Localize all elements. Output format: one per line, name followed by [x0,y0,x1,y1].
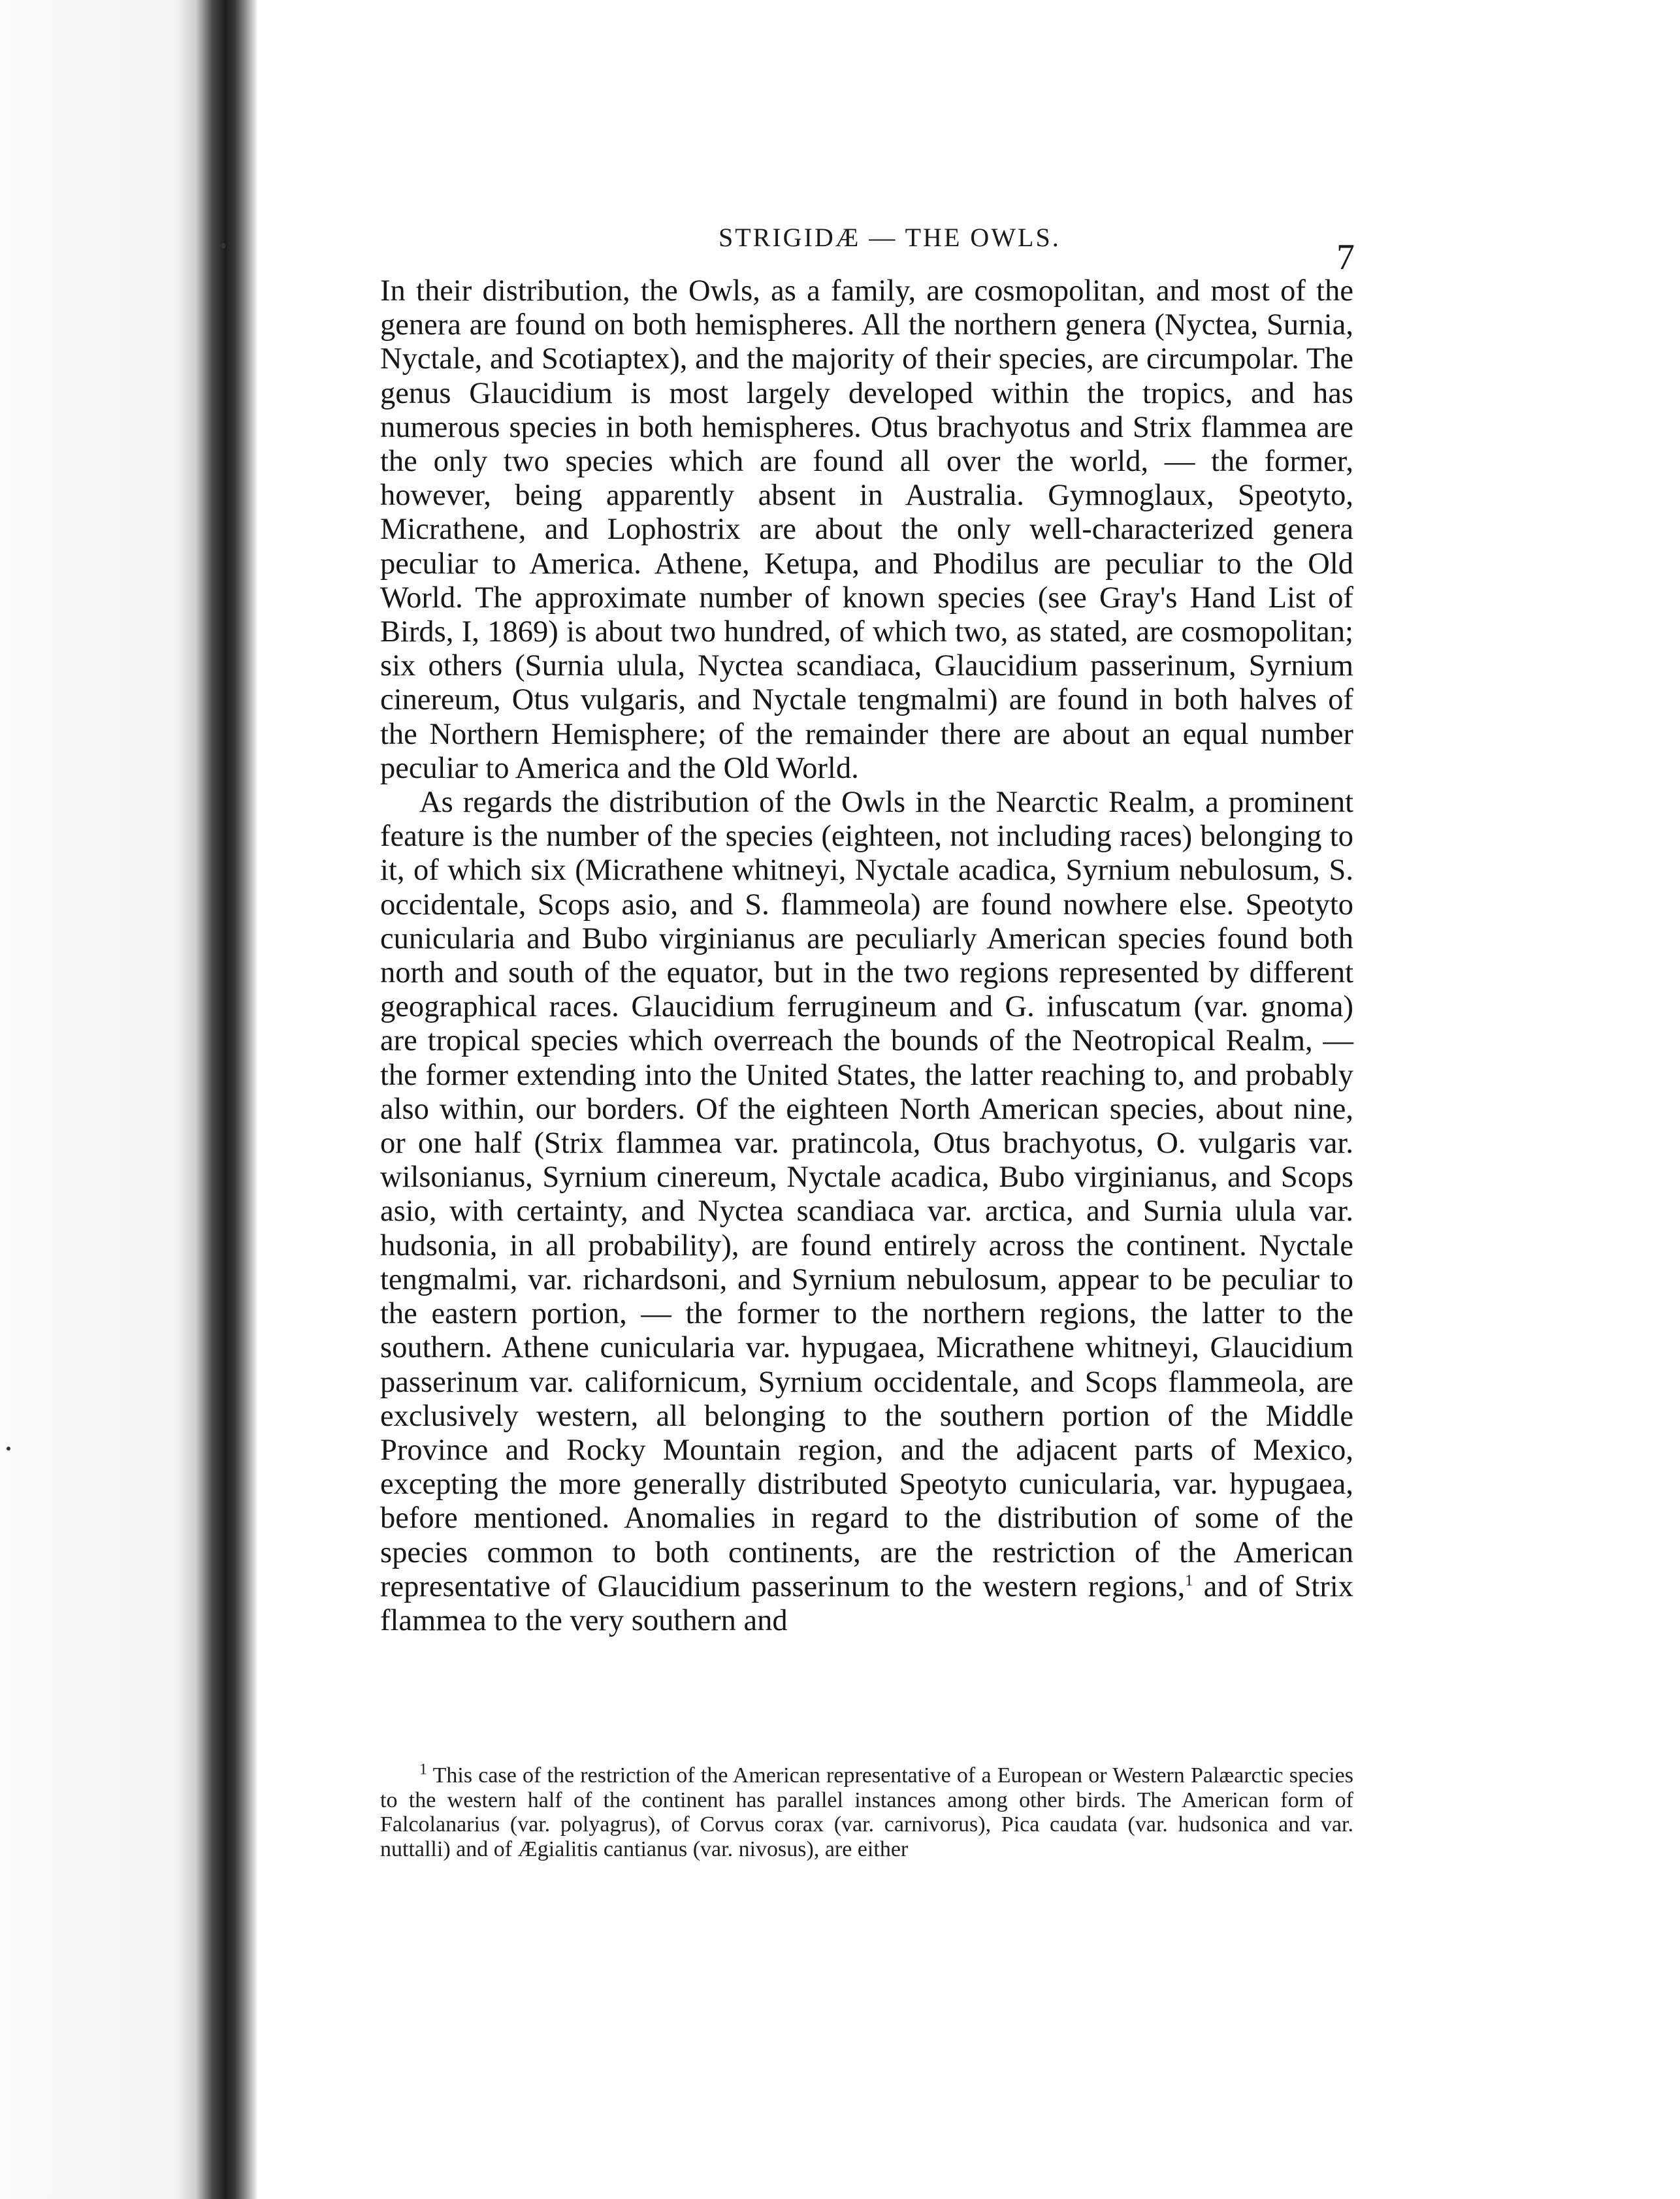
book-gutter-shadow [0,0,258,2199]
margin-speck [221,243,225,249]
running-head: STRIGIDÆ — THE OWLS. [719,223,1061,252]
footnote-marker: 1 [419,1761,427,1778]
paragraph-2-end: and of Strix flammea to the very southern and [380,1569,1354,1637]
footnote-reference: 1 [1185,1572,1193,1590]
footnote-text: This case of the restriction of the American representative of a European or Western Palæarctic species to the western half of the continent has parallel instances among other birds. The American form of Falcolanarius (var. polyagrus), of Corvus corax (var. carnivorus), Pica caudata (var. hudsonica and var. nuttalli) and of Ægialitis cantianus (var. nivosus), are either [380,1763,1353,1861]
footnotes [380,1763,1353,1861]
paragraph-1: In their distribution, the Owls, as a family, are cosmopolitan, and most of the genera are found on both hemispheres. All the northern genera (Nyctea, Surnia, Nyctale, and Scotiaptex), and the majority of their species, are circumpolar. The genus Glaucidium is most largely developed within the tropics, and has numerous species in both hemispheres. Otus brachyotus and Strix flammea are the only two species which are found all over the world, — the former, however, being apparently absent in Australia. Gymnoglaux, Speotyto, Micrathene, and Lophostrix are about the only well-characterized genera peculiar to America. Athene, Ketupa, and Phodilus are peculiar to the Old World. The approximate number of known species (see Gray's Hand List of Birds, I, 1869) is about two hundred, of which two, as stated, are cosmopolitan; six others (Surnia ulula, Nyctea scandiaca, Glaucidium passerinum, Syrnium cinereum, Otus vulgaris, and Nyctale tengmalmi) are found in both halves of the Northern Hemisphere; of the remainder there are about an equal number peculiar to America and the Old World. [380,274,1353,785]
paragraph-2 [380,786,1353,1638]
footnote-1 [380,1763,1353,1861]
page-number: 7 [1336,237,1355,278]
body-text [380,274,1353,1638]
margin-speck [7,1447,10,1451]
paragraph-2-text: As regards the distribution of the Owls in the Nearctic Realm, a prominent feature is the number of the species (eighteen, not including races) belonging to it, of which six (Micrathene whitneyi, Nyctale acadica, Syrnium nebulosum, S. occidentale, Scops asio, and S. flammeola) are found nowhere else. Speotyto cunicularia and Bubo virginianus are peculiarly American species found both north and south of the equator, but in the two regions represented by different geographical races. Glaucidium ferrugineum and G. infuscatum (var. gnoma) are tropical species which overreach the bounds of the Neotropical Realm, — the former extending into the United States, the latter reaching to, and probably also within, our borders. Of the eighteen North American species, about nine, or one half (Strix flammea var. pratincola, Otus brachyotus, O. vulgaris var. wilsonianus, Syrnium cinereum, Nyctale acadica, Bubo virginianus, and Scops asio, with certainty, and Nyctea scandiaca var. arctica, and Surnia ulula var. hudsonia, in all probability), are found entirely across the continent. Nyctale tengmalmi, var. richardsoni, and Syrnium nebulosum, appear to be peculiar to the eastern portion, — the former to the northern regions, the latter to the southern. Athene cunicularia var. hypugaea, Micrathene whitneyi, Glaucidium passerinum var. californicum, Syrnium occidentale, and Scops flammeola, are exclusively western, all belonging to the southern portion of the Middle Province and Rocky Mountain region, and the adjacent parts of Mexico, excepting the more generally distributed Speotyto cunicularia, var. hypugaea, before mentioned. Anomalies in regard to the distribution of some of the species common to both continents, are the restriction of the American representative of Glaucidium passerinum to the western regions, [380,786,1353,1603]
